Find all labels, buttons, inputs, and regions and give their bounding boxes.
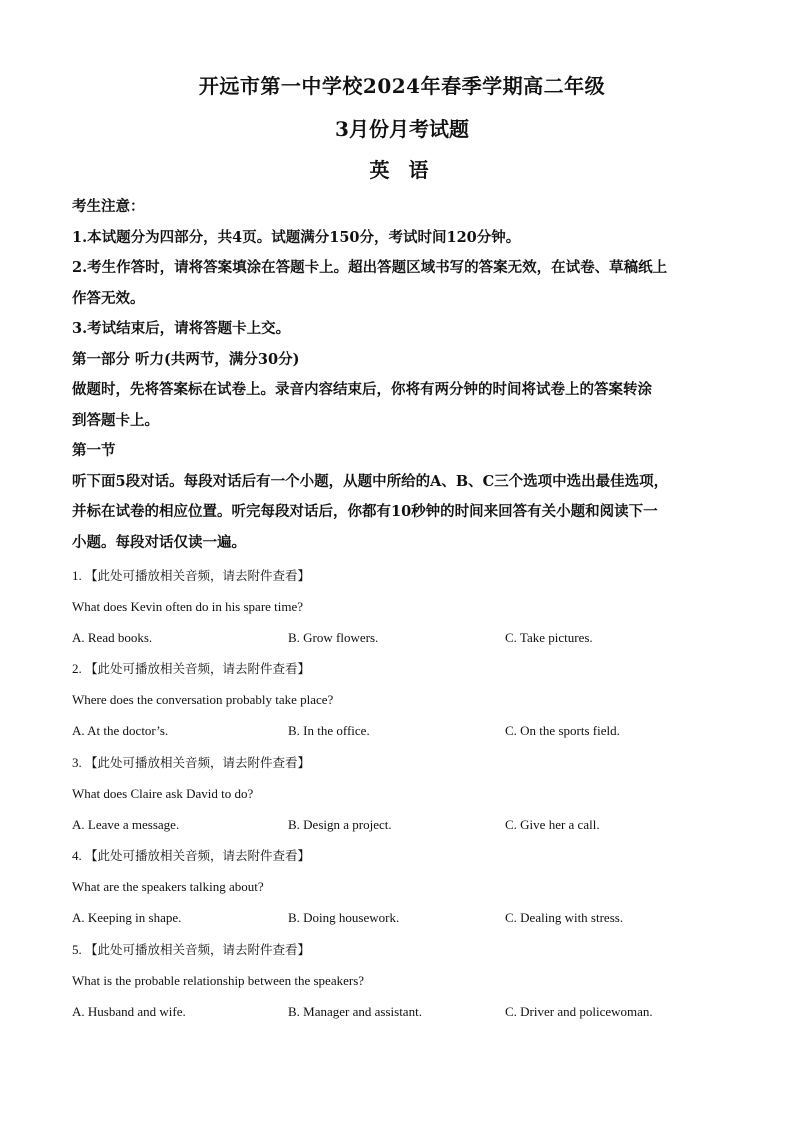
option-a[interactable]: A. Read books. <box>72 630 153 645</box>
question-number: 5. <box>72 942 82 957</box>
question-stem: What are the speakers talking about? <box>72 879 264 894</box>
question-stem: What does Kevin often do in his spare time? <box>72 599 304 614</box>
option-c[interactable]: C. Driver and policewoman. <box>505 1004 653 1019</box>
question-stem: What is the probable relationship between the speakers? <box>72 973 365 988</box>
notes-item-1: 1.本试题分为四部分，共4页。试题满分150分，考试时间120分钟。 <box>72 228 521 246</box>
part1-heading: 第一部分 听力(共两节，满分30分) <box>72 350 300 368</box>
option-c[interactable]: C. Take pictures. <box>505 630 593 645</box>
audio-placeholder[interactable]: 【此处可播放相关音频，请去附件查看】 <box>85 568 311 583</box>
question-number: 4. <box>72 848 82 863</box>
question-number: 3. <box>72 755 82 770</box>
exam-subtitle: 3月份月考试题 <box>335 117 469 141</box>
option-c[interactable]: C. On the sports field. <box>505 723 620 738</box>
audio-placeholder[interactable]: 【此处可播放相关音频，请去附件查看】 <box>85 661 311 676</box>
subject-title: 英 语 <box>369 158 435 182</box>
section1-heading: 第一节 <box>72 442 116 459</box>
question-1 <box>72 560 732 653</box>
question-4 <box>72 840 732 933</box>
notes-item-2-cont: 作答无效。 <box>72 289 145 307</box>
part1-description: 做题时，先将答案标在试卷上。录音内容结束后，你将有两分钟的时间将试卷上的答案转涂 <box>72 381 652 398</box>
option-a[interactable]: A. At the doctor’s. <box>72 723 169 738</box>
question-5 <box>72 934 732 1027</box>
question-number: 2. <box>72 661 82 676</box>
option-c[interactable]: C. Dealing with stress. <box>505 910 624 925</box>
exam-title: 开远市第一中学校2024年春季学期高二年级 <box>198 74 606 98</box>
option-a[interactable]: A. Leave a message. <box>72 817 180 832</box>
section1-description-cont: 并标在试卷的相应位置。听完每段对话后，你都有10秒钟的时间来回答有关小题和阅读下一 <box>72 503 658 520</box>
section1-description-end: 小题。每段对话仅读一遍。 <box>72 533 246 551</box>
question-2 <box>72 653 732 746</box>
option-a[interactable]: A. Keeping in shape. <box>72 910 182 925</box>
audio-placeholder[interactable]: 【此处可播放相关音频，请去附件查看】 <box>85 942 311 957</box>
notes-heading: 考生注意： <box>72 198 145 215</box>
option-b[interactable]: B. Grow flowers. <box>288 630 379 645</box>
option-a[interactable]: A. Husband and wife. <box>72 1004 186 1019</box>
option-b[interactable]: B. Doing housework. <box>288 910 400 925</box>
option-c[interactable]: C. Give her a call. <box>505 817 600 832</box>
option-b[interactable]: B. Design a project. <box>288 817 392 832</box>
question-3 <box>72 747 732 840</box>
exam-instructions <box>72 192 732 558</box>
question-stem: Where does the conversation probably take place? <box>72 692 334 707</box>
notes-item-2: 2.考生作答时，请将答案填涂在答题卡上。超出答题区域书写的答案无效，在试卷、草稿纸上 <box>72 259 668 276</box>
part1-description-cont: 到答题卡上。 <box>72 411 159 429</box>
section1-description: 听下面5段对话。每段对话后有一个小题，从题中所给的A、B、C三个选项中选出最佳选项， <box>72 472 669 490</box>
question-stem: What does Claire ask David to do? <box>72 786 254 801</box>
option-b[interactable]: B. In the office. <box>288 723 370 738</box>
option-b[interactable]: B. Manager and assistant. <box>288 1004 422 1019</box>
audio-placeholder[interactable]: 【此处可播放相关音频，请去附件查看】 <box>85 755 311 770</box>
audio-placeholder[interactable]: 【此处可播放相关音频，请去附件查看】 <box>85 848 311 863</box>
question-number: 1. <box>72 568 82 583</box>
notes-item-3: 3.考试结束后，请将答题卡上交。 <box>72 320 291 337</box>
